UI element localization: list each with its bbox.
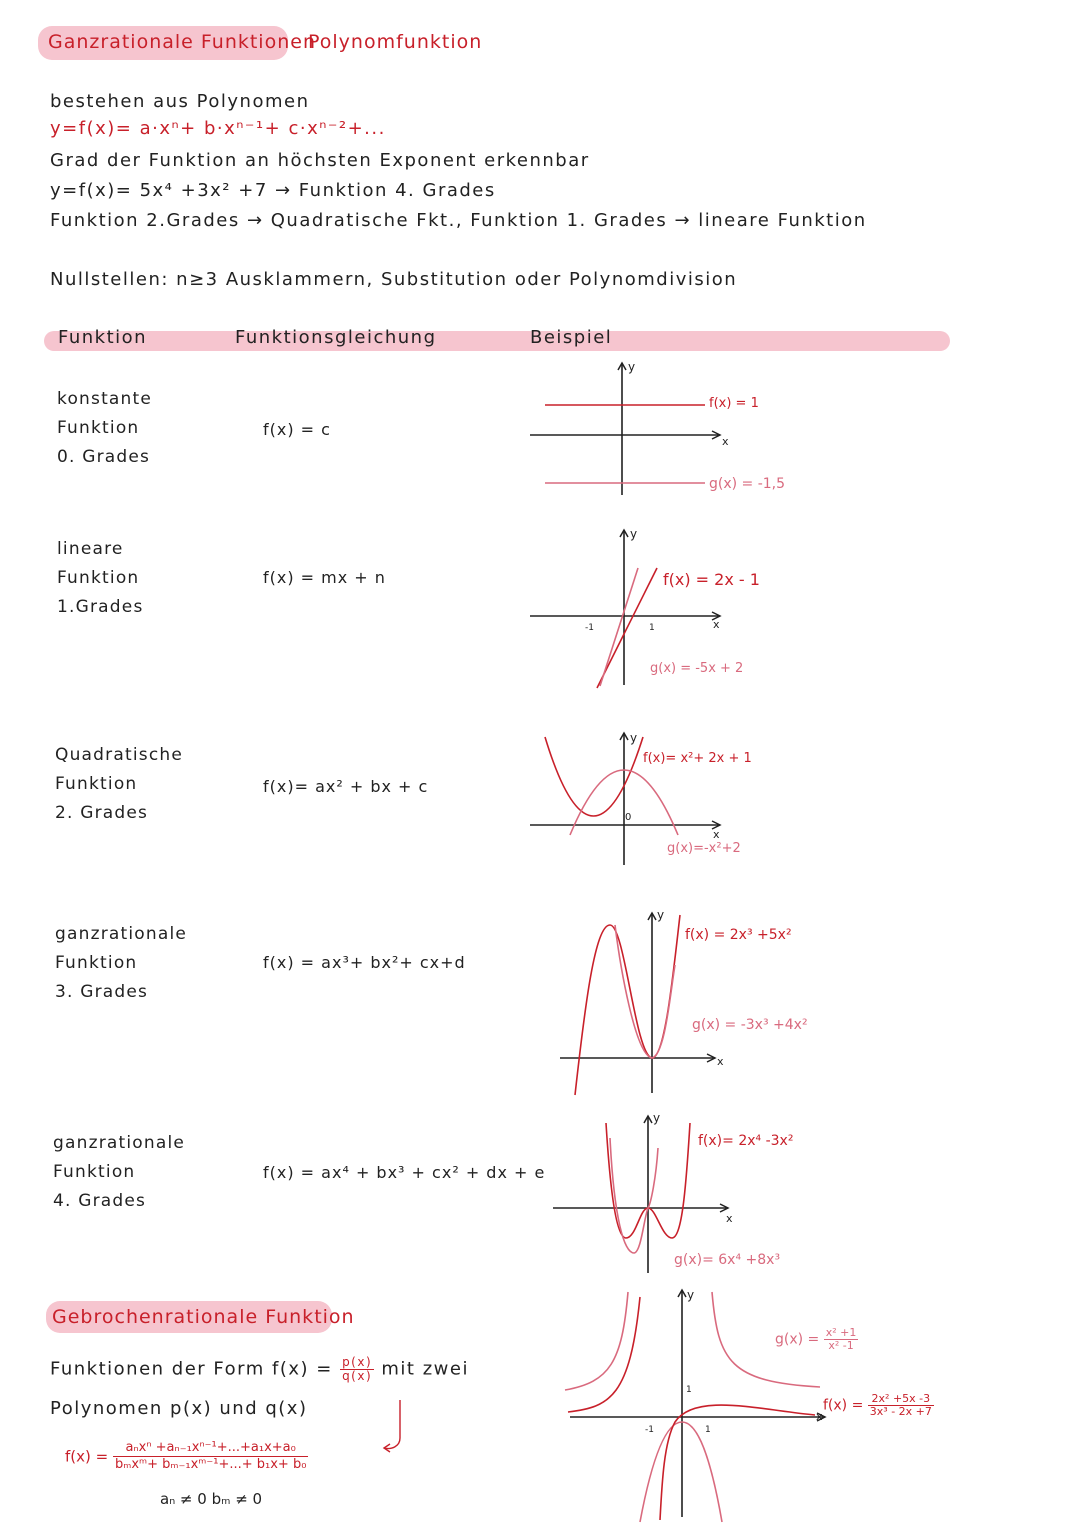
y-label: y (630, 527, 638, 541)
row-0-name-line-1: konstante (57, 389, 153, 409)
g-curve (610, 1138, 658, 1253)
intro-line-5: Funktion 2.Grades → Quadratische Fkt., Funktion 1. Grades → lineare Funktion (50, 210, 867, 231)
row-4-name-line-3: 4. Grades (53, 1191, 147, 1211)
g-label: g(x)=-x²+2 (667, 841, 741, 856)
y-label: y (630, 731, 638, 745)
tick-minus-one-x: -1 (645, 1425, 654, 1435)
intro-line-2: y=f(x)= a·xⁿ+ b·xⁿ⁻¹+ c·xⁿ⁻²+... (50, 118, 386, 139)
f-label: f(x) = 1 (709, 396, 759, 411)
row-1-name (57, 535, 144, 622)
rational-g-lhs: g(x) = (775, 1331, 820, 1348)
f-left-branch (568, 1297, 640, 1412)
rational-formula (65, 1440, 308, 1473)
row-0-name-line-2: Funktion (57, 418, 140, 438)
rational-text-1a: Funktionen der Form f(x) = (50, 1358, 333, 1380)
row-1-name-line-1: lineare (57, 539, 124, 559)
row-2-name-line-2: Funktion (55, 774, 138, 794)
row-3-name (55, 920, 187, 1007)
rational-text-1 (50, 1356, 469, 1383)
g-curve (615, 925, 675, 1058)
rational-g-numerator: x² +1 (825, 1326, 857, 1339)
g-middle-branch (640, 1422, 722, 1522)
tick-minus-one-x: -1 (585, 623, 594, 633)
graph-constant (525, 355, 825, 505)
row-4-equation: f(x) = ax⁴ + bx³ + cx² + dx + e (263, 1163, 546, 1182)
table-header-function: Funktion (58, 327, 148, 348)
intro-line-1: bestehen aus Polynomen (50, 91, 310, 112)
tick-one-x: 1 (649, 623, 655, 633)
f-curve (575, 915, 680, 1095)
intro-line-6: Nullstellen: n≥3 Ausklammern, Substitution oder Polynomdivision (50, 269, 738, 290)
f-line (597, 568, 657, 688)
page-title: Ganzrationale Funktionen (48, 31, 316, 53)
row-1-name-line-3: 1.Grades (57, 597, 144, 617)
f-label: f(x) = 2x - 1 (663, 570, 760, 589)
rational-text-1b: mit zwei (381, 1358, 469, 1380)
y-label: y (653, 1111, 661, 1125)
row-3-equation: f(x) = ax³+ bx²+ cx+d (263, 953, 466, 972)
page-subtitle: Polynomfunktion (308, 31, 483, 53)
x-label: x (726, 1212, 733, 1225)
g-label: g(x) = -1,5 (709, 476, 786, 492)
rational-x-label: x (816, 1410, 823, 1423)
pq-fraction (340, 1356, 374, 1383)
row-1-name-line-2: Funktion (57, 568, 140, 588)
g-line (600, 568, 638, 686)
pq-denominator: q(x) (342, 1369, 373, 1383)
x-label: x (713, 618, 720, 631)
x-label: x (717, 1055, 724, 1068)
rational-f-denominator: 3x³ - 2x +7 (869, 1405, 932, 1418)
arrow-icon (380, 1398, 420, 1458)
g-left-branch (565, 1292, 628, 1390)
row-2-name-line-1: Quadratische (55, 745, 183, 765)
row-3-name-line-3: 3. Grades (55, 982, 149, 1002)
row-0-name-line-3: 0. Grades (57, 447, 151, 467)
row-2-name-line-3: 2. Grades (55, 803, 149, 823)
f-label: f(x)= 2x⁴ -3x² (698, 1133, 794, 1149)
formula-fraction (113, 1440, 308, 1473)
x-label: x (722, 435, 729, 448)
row-3-name-line-2: Funktion (55, 953, 138, 973)
rational-f-numerator: 2x² +5x -3 (868, 1393, 934, 1406)
row-2-equation: f(x)= ax² + bx + c (263, 777, 429, 796)
rational-condition: aₙ ≠ 0 bₘ ≠ 0 (160, 1490, 263, 1508)
row-4-name-line-2: Funktion (53, 1162, 136, 1182)
row-4-name-line-1: ganzrationale (53, 1133, 186, 1153)
g-label: g(x) = -3x³ +4x² (692, 1017, 808, 1033)
pq-numerator: p(x) (342, 1355, 373, 1369)
row-1-equation: f(x) = mx + n (263, 568, 386, 587)
graph-quartic (548, 1108, 848, 1278)
tick-zero: 0 (625, 812, 632, 823)
row-4-name (53, 1129, 185, 1216)
y-label: y (628, 360, 636, 374)
y-label: y (657, 908, 665, 922)
table-header-equation: Funktionsgleichung (235, 327, 437, 348)
f-label: f(x) = 2x³ +5x² (685, 927, 792, 943)
row-2-name (55, 741, 183, 828)
x-label: x (713, 828, 720, 841)
f-label: f(x)= x²+ 2x + 1 (643, 751, 752, 766)
row-0-name (57, 385, 152, 472)
tick-one-x: 1 (705, 1425, 711, 1435)
graph-linear (525, 520, 825, 690)
formula-lhs: f(x) = (65, 1447, 109, 1466)
rational-g-denominator: x² -1 (828, 1339, 854, 1352)
graph-quadratic (525, 725, 825, 875)
f-parabola (545, 737, 643, 816)
rational-text-2: Polynomen p(x) und q(x) (50, 1398, 308, 1419)
graph-cubic (555, 905, 855, 1095)
row-3-name-line-1: ganzrationale (55, 924, 188, 944)
intro-line-4: y=f(x)= 5x⁴ +3x² +7 → Funktion 4. Grades (50, 180, 496, 201)
formula-numerator: aₙxⁿ +aₙ₋₁xⁿ⁻¹+...+a₁x+a₀ (113, 1440, 308, 1457)
rational-f-label (823, 1393, 934, 1418)
rational-f-fraction (868, 1393, 934, 1418)
tick-one-y: 1 (686, 1385, 692, 1395)
g-label: g(x) = -5x + 2 (650, 661, 744, 676)
intro-line-3: Grad der Funktion an höchsten Exponent erkennbar (50, 150, 590, 171)
table-header-highlight (44, 331, 950, 351)
g-label: g(x)= 6x⁴ +8x³ (674, 1252, 781, 1268)
rational-f-lhs: f(x) = (823, 1397, 864, 1414)
table-header-example: Beispiel (530, 327, 613, 348)
formula-denominator: bₘxᵐ+ bₘ₋₁xᵐ⁻¹+...+ b₁x+ b₀ (114, 1457, 307, 1472)
rational-title: Gebrochenrationale Funktion (52, 1306, 355, 1328)
rational-g-fraction (824, 1327, 859, 1352)
row-0-equation: f(x) = c (263, 420, 331, 439)
rational-g-label (775, 1327, 858, 1352)
y-label: y (687, 1288, 695, 1302)
